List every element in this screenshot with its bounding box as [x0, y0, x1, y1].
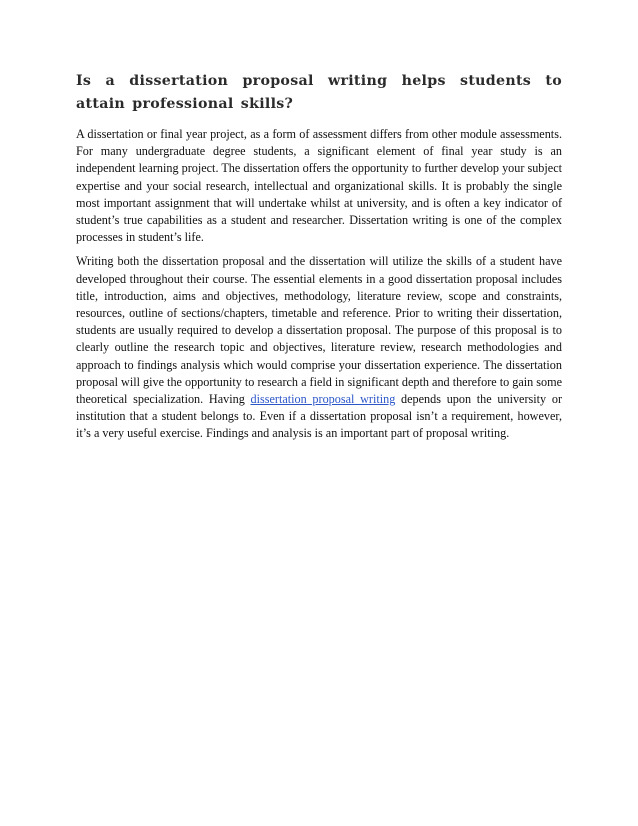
paragraph-text-after-link: depends upon the university or institution that a student belongs to. Even if a dissertation proposal isn’t a requirement, however, it’s a very useful exercise. Findings and analysis is an important part of proposal writing.	[76, 392, 563, 441]
dissertation-proposal-link[interactable]: dissertation proposal writing	[250, 392, 396, 407]
paragraph-text-before-link: Writing both the dissertation proposal and the dissertation will utilize the skills of a student have developed throughout their course. The essential elements in a good dissertation proposal includes title, introduction, aims and objectives, methodology, literature review, scope and constraints, resources, outline of sections/chapters, timetable and reference. Prior to writing their dissertation, students are usually required to develop a dissertation proposal. The purpose of this proposal is to clearly outline the research topic and objectives, literature review, research methodologies and approach to findings analysis which would comprise your dissertation experience. The dissertation proposal will give the opportunity to research a field in significant depth and therefore to gain some theoretical specialization. Having	[76, 254, 563, 407]
document-body	[76, 70, 562, 450]
paragraph-intro: A dissertation or final year project, as a form of assessment differs from other module assessments. For many undergraduate degree students, a significant element of final year study is an independent learning project. The dissertation offers the opportunity to further develop your subject expertise and your social research, intellectual and organizational skills. It is probably the single most important assignment that will undertake whilst at university, and is often a key indicator of student’s true capabilities as a student and researcher. Dissertation writing is one of the complex processes in student’s life.	[76, 127, 562, 245]
paragraph-proposal	[76, 253, 562, 442]
page-title: Is a dissertation proposal writing helps students to attain professional skills?	[76, 73, 562, 112]
